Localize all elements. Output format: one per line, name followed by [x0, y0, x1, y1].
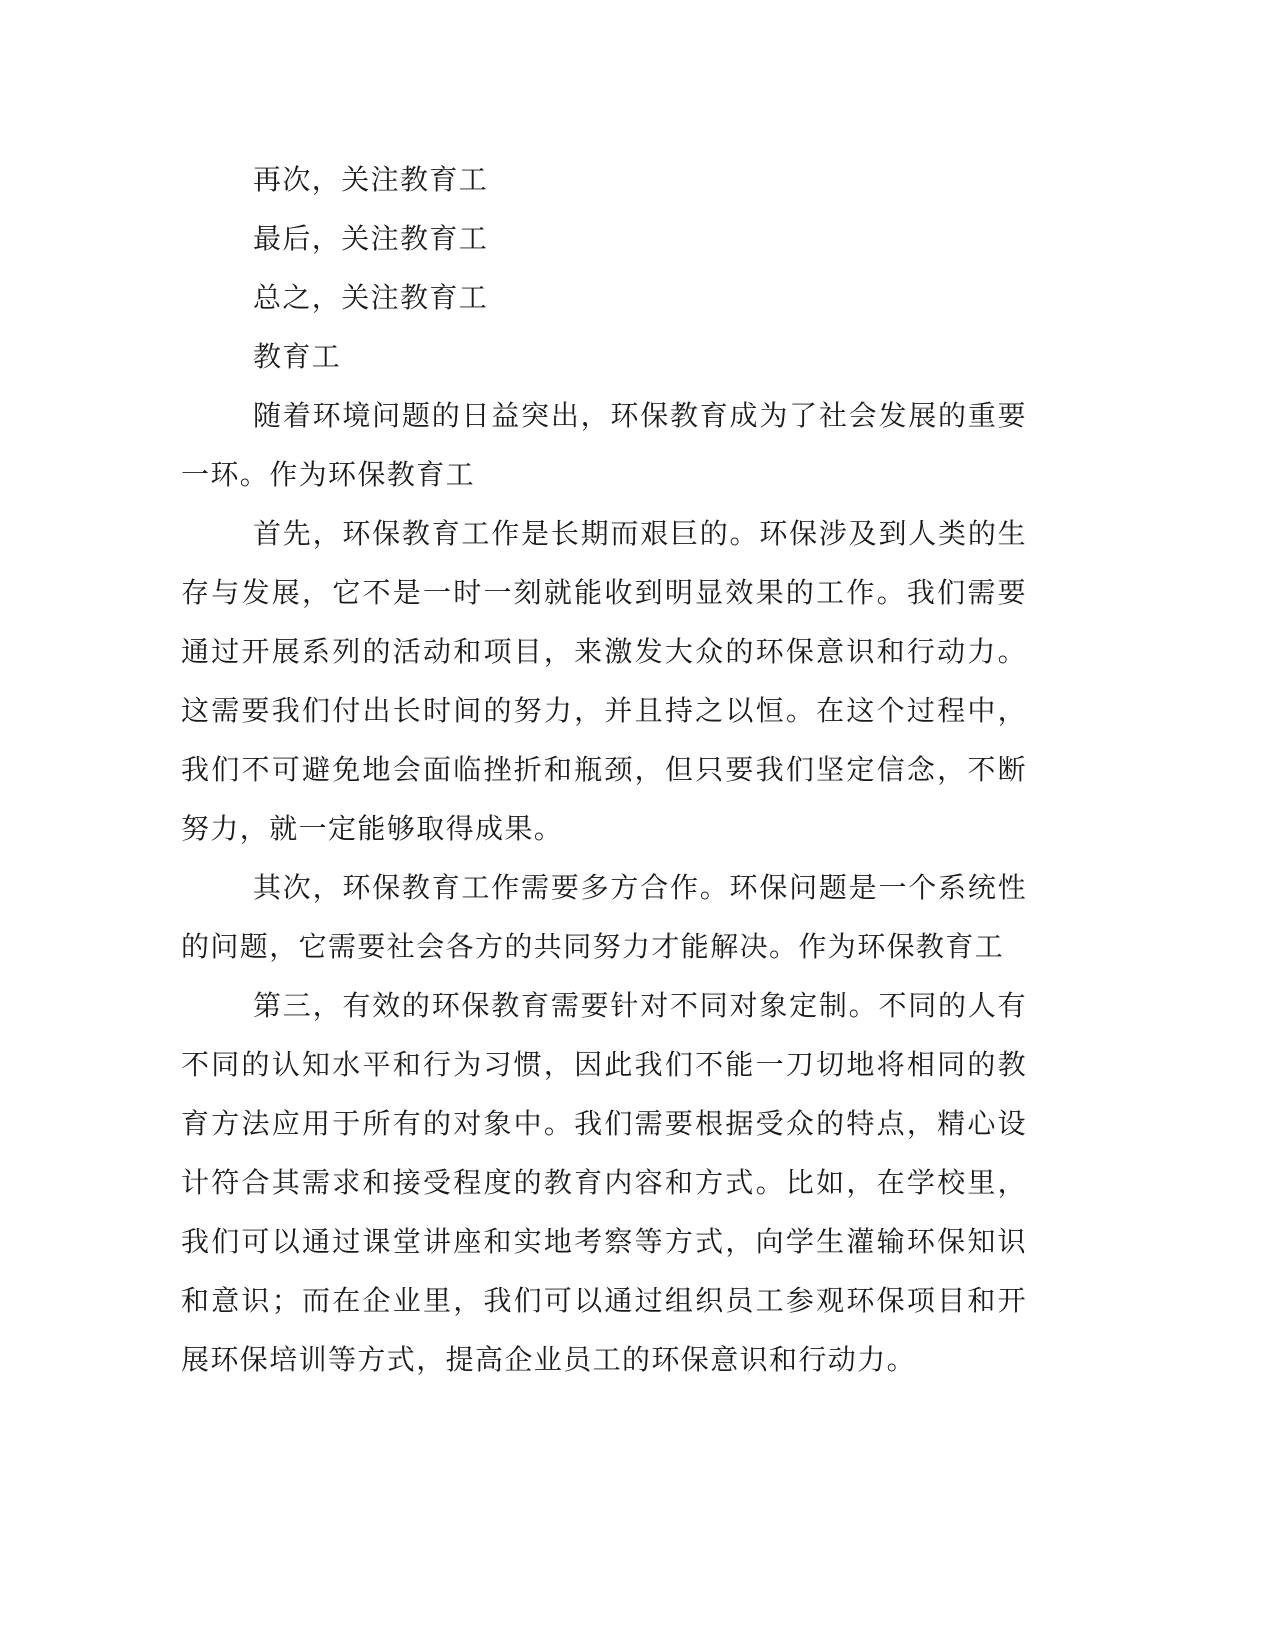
document-page	[181, 150, 1027, 1389]
paragraph-first: 首先，环保教育工作是长期而艰巨的。环保涉及到人类的生存与发展，它不是一时一刻就能收到明显效果的工作。我们需要通过开展系列的活动和项目，来激发大众的环保意识和行动力。这需要我们付出长时间的努力，并且持之以恒。在这个过程中，我们不可避免地会面临挫折和瓶颈，但只要我们坚定信念，不断努力，就一定能够取得成果。	[181, 517, 1027, 845]
short-line-3: 总之，关注教育工	[253, 281, 489, 314]
paragraph-second: 其次，环保教育工作需要多方合作。环保问题是一个系统性的问题，它需要社会各方的共同努力才能解决。作为环保教育工	[181, 871, 1027, 963]
paragraph-third: 第三，有效的环保教育需要针对不同对象定制。不同的人有不同的认知水平和行为习惯，因此我们不能一刀切地将相同的教育方法应用于所有的对象中。我们需要根据受众的特点，精心设计符合其需求和接受程度的教育内容和方式。比如，在学校里，我们可以通过课堂讲座和实地考察等方式，向学生灌输环保知识和意识；而在企业里，我们可以通过组织员工参观环保项目和开展环保培训等方式，提高企业员工的环保意识和行动力。	[181, 989, 1027, 1376]
short-line-2: 最后，关注教育工	[253, 222, 489, 255]
paragraph-intro: 随着环境问题的日益突出，环保教育成为了社会发展的重要一环。作为环保教育工	[181, 399, 1027, 491]
short-line-1: 再次，关注教育工	[253, 163, 489, 196]
short-line-4: 教育工	[253, 340, 342, 373]
